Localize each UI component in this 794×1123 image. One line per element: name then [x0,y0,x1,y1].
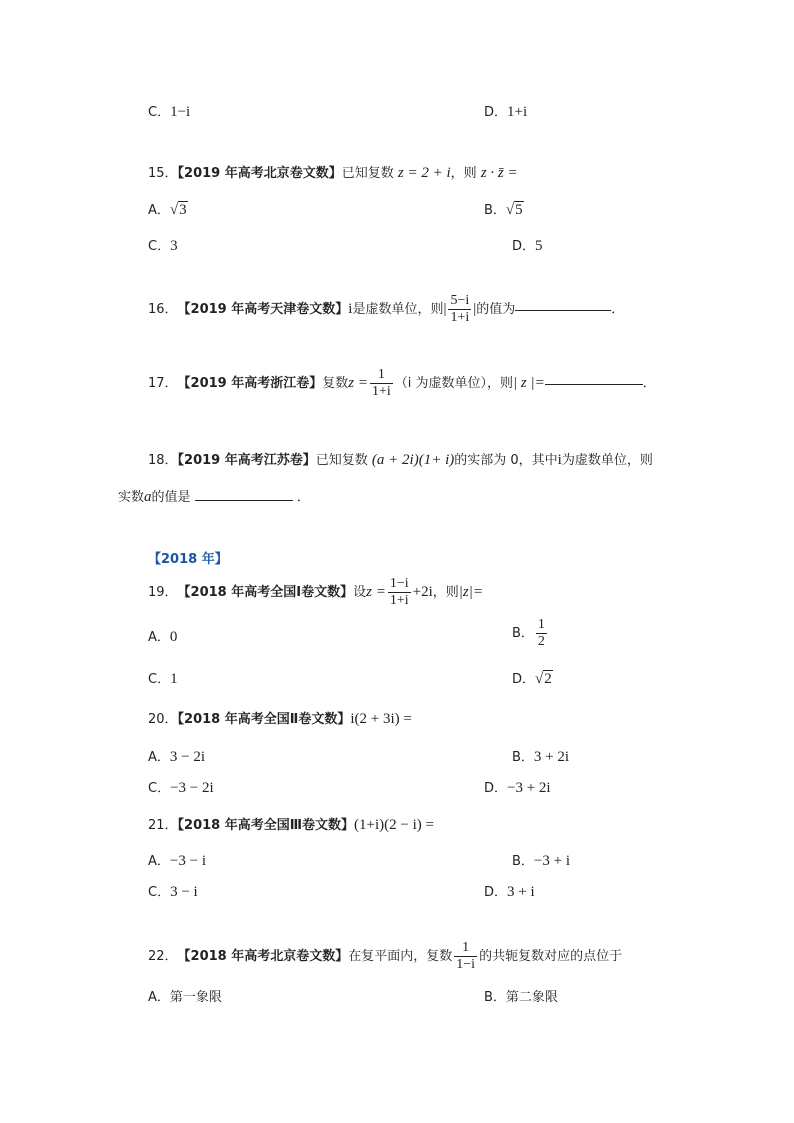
q17-answer-blank[interactable] [545,382,643,385]
q22-stem: 22． 【2018 年高考北京卷文数】 在复平面内，复数 $\frac{1}{1-i}$ 的共轭复数对应的点位于 [148,940,623,972]
q19-option-b: B． $\frac{1}{2}$ [512,617,545,649]
q20-option-b: B．3 + 2i [512,749,570,765]
q22-option-a: A．第一象限 [148,990,222,1005]
q21-stem: 21．【2018 年高考全国Ⅲ卷文数】(1+i)(2 − i) = [148,817,434,833]
q18-answer-blank[interactable] [195,498,293,501]
q15-option-b: B．√5 [484,202,523,218]
q16-fraction: $\frac{5-i}{1+i}$ [450,293,470,325]
q18-stem-line2: 实数a的值是 ． [118,489,310,505]
q21-option-a: A．−3 − i [148,853,206,869]
q19-option-d: D．√2 [512,671,552,687]
q15-option-a: A．√3 [148,202,187,218]
q21-option-c: C．3 − i [148,884,198,900]
q21-option-b: B．−3 + i [512,853,571,869]
section-heading-2018: 【2018 年】 [148,552,228,567]
q18-stem-line1: 18．【2019 年高考江苏卷】已知复数 (a + 2i)(1+ i)的实部为 0，其中i为虚数单位，则 [148,452,653,468]
q19-stem: 19． 【2018 年高考全国Ⅰ卷文数】 设 z = $\frac{1-i}{1+i}$ +2i ，则 |z|= [148,576,483,608]
q20-option-a: A．3 − 2i [148,749,206,765]
q20-option-d: D．−3 + 2i [484,780,551,796]
q16-answer-blank[interactable] [515,308,611,311]
q19-optb-fraction: $\frac{1}{2}$ [537,617,545,649]
q16-stem: 16． 【2019 年高考天津卷文数】 i 是虚数单位，则 | $\frac{5-i}{1+i}$ | 的值为 ． [148,293,625,325]
q15-option-d: D．5 [512,238,543,254]
q17-stem: 17． 【2019 年高考浙江卷】 复数 z = $\frac{1}{1+i}$ （i 为虚数单位），则 | z |= ． [148,367,656,399]
q15-option-c: C．3 [148,238,178,254]
q19-fraction: $\frac{1-i}{1+i}$ [389,576,409,608]
q15-stem: 15．【2019 年高考北京卷文数】已知复数 z = 2 + i，则 z · z̄ = [148,165,518,181]
q19-option-a: A．0 [148,629,178,645]
q22-option-b: B．第二象限 [484,990,558,1005]
q21-option-d: D．3 + i [484,884,535,900]
q17-fraction: $\frac{1}{1+i}$ [372,367,391,399]
q14-option-d: D．1+i [484,104,528,120]
q20-option-c: C．−3 − 2i [148,780,214,796]
q14-option-c: C．1−i [148,104,191,120]
q19-option-c: C．1 [148,671,178,687]
q20-stem: 20．【2018 年高考全国Ⅱ卷文数】i(2 + 3i) = [148,711,412,727]
q22-fraction: $\frac{1}{1-i}$ [456,940,476,972]
